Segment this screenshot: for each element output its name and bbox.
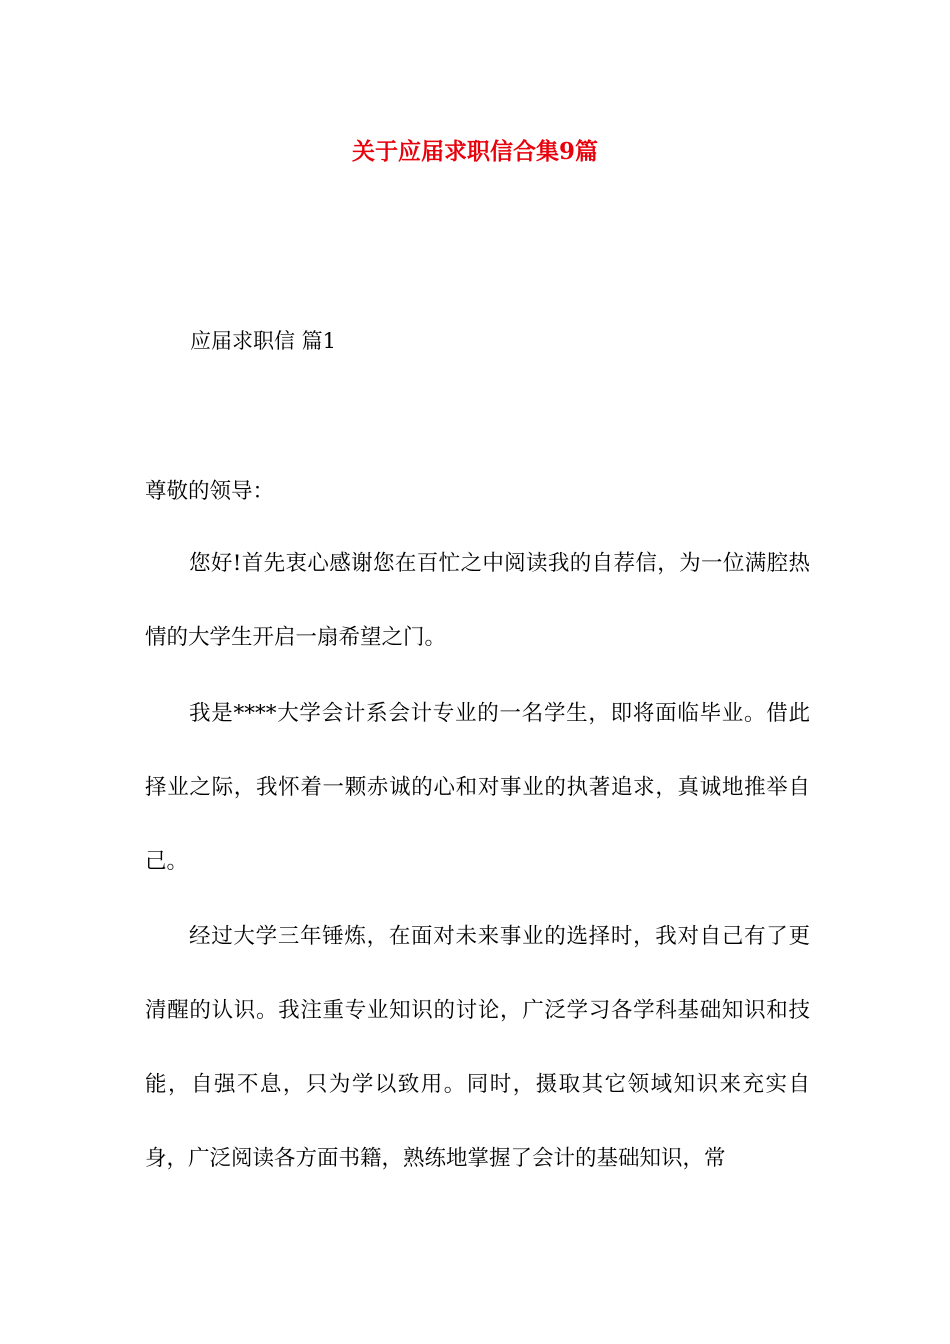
paragraph-2 — [145, 677, 810, 899]
paragraph-text: 经过大学三年锤炼，在面对未来事业的选择时，我对自己有了更清醒的认识。我注重专业知识的讨论，广泛学习各学科基础知识和技能，自强不息，只为学以致用。同时，摄取其它领域知识来充实自身，广泛阅读各方面书籍，熟练地掌握了会计的基础知识，常 — [145, 924, 810, 1171]
section-heading: 应届求职信 篇1 — [190, 329, 337, 353]
paragraph-text: 我是****大学会计系会计专业的一名学生，即将面临毕业。借此择业之际，我怀着一颗赤诚的心和对事业的执著追求，真诚地推举自己。 — [145, 701, 810, 874]
document-title: 关于应届求职信合集9篇 — [351, 138, 598, 165]
paragraph-text: 您好!首先衷心感谢您在百忙之中阅读我的自荐信，为一位满腔热情的大学生开启一扇希望之门。 — [145, 551, 810, 650]
salutation: 尊敬的领导： — [145, 479, 275, 504]
paragraph-3 — [145, 900, 810, 1196]
paragraph-1 — [145, 527, 810, 675]
